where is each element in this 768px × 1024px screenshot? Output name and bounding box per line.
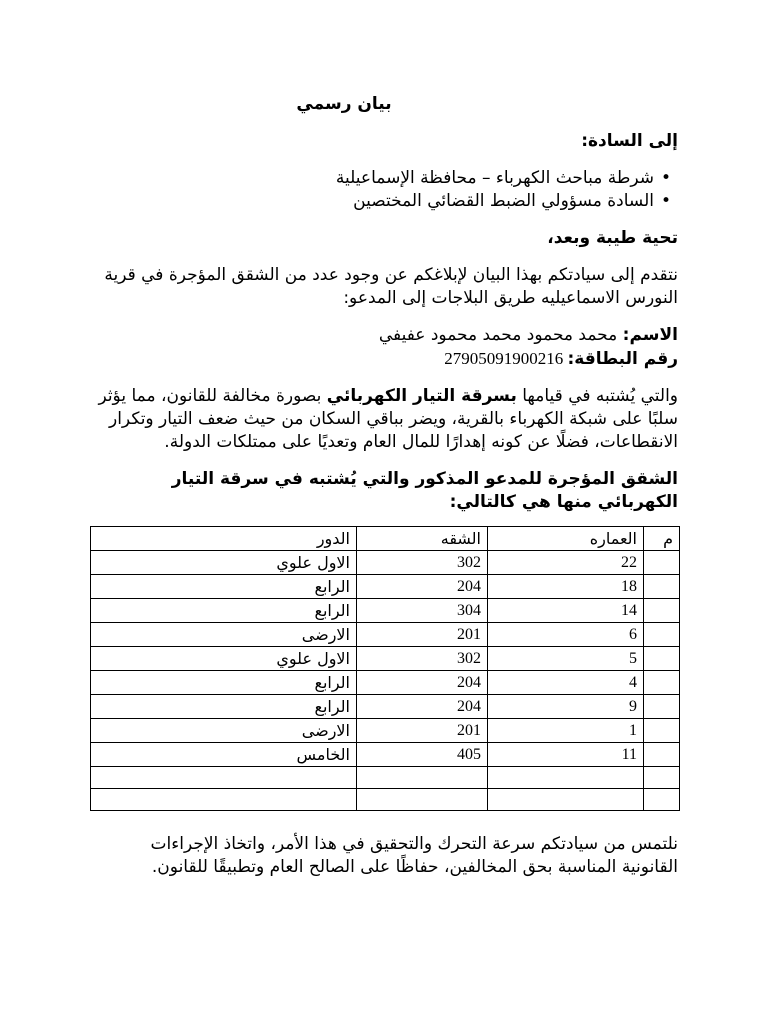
table-row	[91, 647, 680, 671]
table-row	[91, 767, 680, 789]
cell-apartment: 204	[357, 671, 488, 695]
cell-no	[644, 599, 680, 623]
table-row	[91, 623, 680, 647]
cell-no	[644, 695, 680, 719]
cell-building: 1	[488, 719, 644, 743]
cell-no	[644, 575, 680, 599]
cell-no	[644, 767, 680, 789]
id-label: رقم البطاقة:	[567, 349, 678, 369]
table-row	[91, 719, 680, 743]
cell-floor: الخامس	[91, 743, 357, 767]
recipients-list	[90, 167, 678, 213]
cell-floor: الارضى	[91, 719, 357, 743]
addressee-heading: إلى السادة:	[581, 131, 678, 151]
name-label: الاسم:	[622, 325, 678, 345]
cell-building: 18	[488, 575, 644, 599]
bullet-icon: •	[660, 168, 672, 188]
cell-no	[644, 671, 680, 695]
cell-floor: الاول علوي	[91, 551, 357, 575]
cell-building: 6	[488, 623, 644, 647]
col-header-no: م	[644, 527, 680, 551]
table-header-row	[91, 527, 680, 551]
cell-apartment: 204	[357, 695, 488, 719]
accusation-highlight: بسرقة التيار الكهربائي	[326, 386, 517, 406]
cell-apartment	[357, 789, 488, 811]
id-value: 27905091900216	[444, 349, 568, 368]
id-line	[90, 347, 678, 371]
name-line	[90, 324, 678, 347]
cell-no	[644, 719, 680, 743]
cell-floor	[91, 789, 357, 811]
cell-no	[644, 647, 680, 671]
table-row	[91, 575, 680, 599]
table-heading: الشقق المؤجرة للمدعو المذكور والتي يُشتبه في سرقة التيار الكهربائي منها هي كالتالي:	[171, 469, 678, 512]
cell-apartment: 204	[357, 575, 488, 599]
cell-floor: الاول علوي	[91, 647, 357, 671]
cell-floor	[91, 767, 357, 789]
cell-no	[644, 551, 680, 575]
col-header-building: العماره	[488, 527, 644, 551]
cell-apartment	[357, 767, 488, 789]
cell-floor: الرابع	[91, 575, 357, 599]
table-row	[91, 743, 680, 767]
cell-no	[644, 623, 680, 647]
recipient-item	[90, 167, 678, 190]
cell-building: 5	[488, 647, 644, 671]
cell-building: 11	[488, 743, 644, 767]
cell-floor: الارضى	[91, 623, 357, 647]
cell-building: 14	[488, 599, 644, 623]
table-row	[91, 599, 680, 623]
cell-building: 4	[488, 671, 644, 695]
cell-building	[488, 767, 644, 789]
cell-apartment: 405	[357, 743, 488, 767]
table-row	[91, 789, 680, 811]
cell-no	[644, 789, 680, 811]
table-row	[91, 671, 680, 695]
accusation-paragraph: والتي يُشتبه في قيامها بسرقة التيار الكهربائي بصورة مخالفة للقانون، مما يؤثر سلبًا على شبكة الكهرباء بالقرية، ويضر بباقي السكان من حيث ضعف التيار وتكرار الانقطاعات، فضلًا عن كونه إهدارًا للمال العام وتعديًا على ممتلكات الدولة.	[98, 386, 678, 452]
cell-apartment: 201	[357, 719, 488, 743]
cell-apartment: 302	[357, 551, 488, 575]
cell-floor: الرابع	[91, 695, 357, 719]
recipient-item	[90, 190, 678, 213]
document-title: بيان رسمي	[296, 94, 392, 114]
name-value: محمد محمود محمد محمود عفيفي	[378, 325, 623, 345]
table-row	[91, 695, 680, 719]
cell-building: 9	[488, 695, 644, 719]
table-row	[91, 551, 680, 575]
col-header-apartment: الشقه	[357, 527, 488, 551]
greeting: تحية طيبة وبعد،	[547, 228, 678, 248]
col-header-floor: الدور	[91, 527, 357, 551]
document-page	[90, 93, 678, 879]
cell-apartment: 302	[357, 647, 488, 671]
table-body	[91, 551, 680, 811]
cell-building	[488, 789, 644, 811]
cell-apartment: 304	[357, 599, 488, 623]
bullet-icon: •	[660, 191, 672, 211]
intro-paragraph: نتقدم إلى سيادتكم بهذا البيان لإبلاغكم عن وجود عدد من الشقق المؤجرة في قرية النورس الاسماعيليه طريق البلاجات إلى المدعو:	[104, 265, 678, 308]
cell-floor: الرابع	[91, 671, 357, 695]
cell-building: 22	[488, 551, 644, 575]
cell-floor: الرابع	[91, 599, 357, 623]
cell-apartment: 201	[357, 623, 488, 647]
closing-paragraph: نلتمس من سيادتكم سرعة التحرك والتحقيق في هذا الأمر، واتخاذ الإجراءات القانونية المناسبة بحق المخالفين، حفاظًا على الصالح العام وتطبيقًا للقانون.	[150, 834, 678, 877]
recipient-text: السادة مسؤولي الضبط القضائي المختصين	[353, 191, 654, 211]
cell-no	[644, 743, 680, 767]
apartments-table	[90, 526, 680, 811]
recipient-text: شرطة مباحث الكهرباء – محافظة الإسماعيلية	[335, 168, 654, 188]
